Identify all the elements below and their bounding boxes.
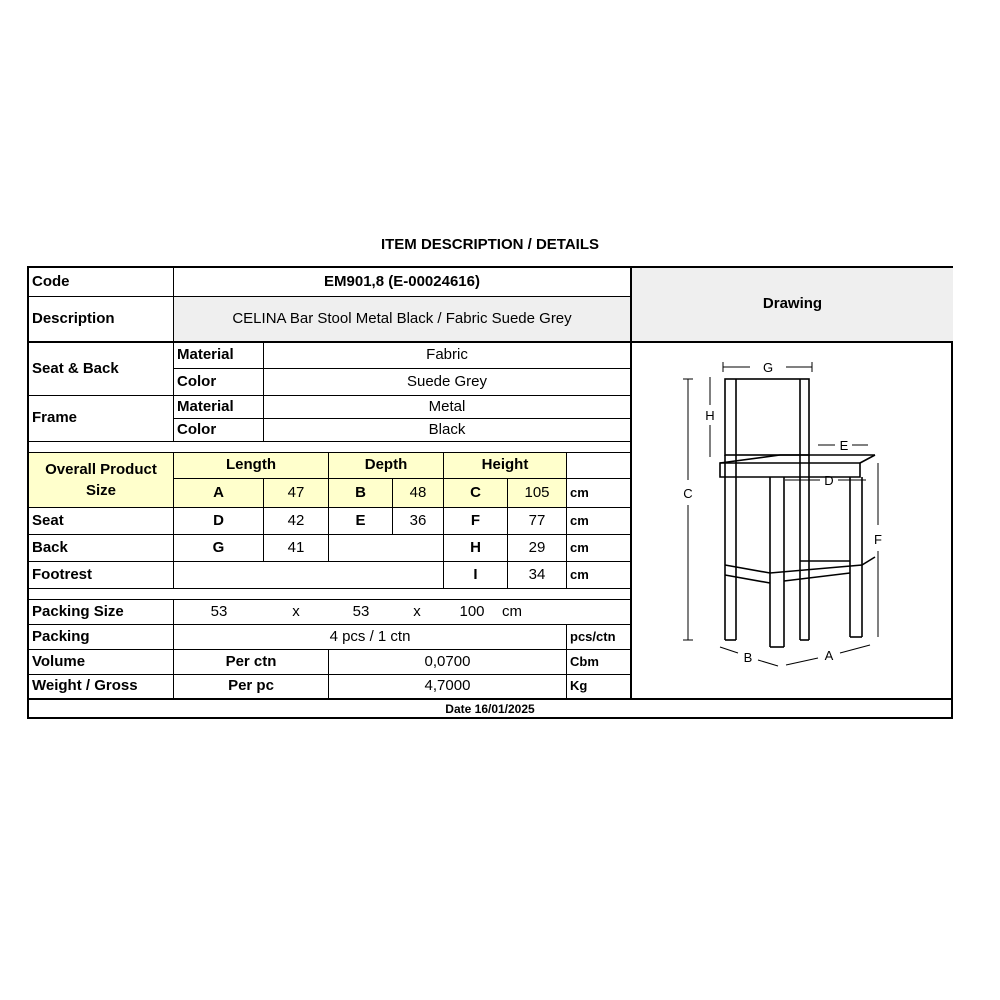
drawing-label-a: A <box>824 648 834 663</box>
dim-value-e: 36 <box>409 511 427 529</box>
dim-letter-i: I <box>473 565 478 583</box>
frame-color-label: Color <box>177 420 217 438</box>
drawing-label-c: C <box>683 486 693 501</box>
length-header: Length <box>226 456 276 474</box>
packing-size-height: 100 <box>459 602 485 620</box>
bar-stool-drawing <box>660 355 900 675</box>
packing-label: Packing <box>32 627 90 645</box>
dim-letter-h: H <box>470 538 481 556</box>
frame-label: Frame <box>32 409 78 427</box>
overall-unit: cm <box>570 484 589 500</box>
drawing-label-g: G <box>762 360 774 375</box>
date-stamp: Date 16/01/2025 <box>445 701 535 716</box>
frame-color: Black <box>428 420 466 438</box>
dim-value-a: 47 <box>287 483 305 501</box>
seat-shape <box>720 463 860 477</box>
code-label: Code <box>32 272 70 290</box>
dim-letter-f: F <box>470 511 481 529</box>
backrest-shape <box>725 379 809 455</box>
back-label: Back <box>32 538 68 556</box>
drawing-label-f: F <box>874 532 882 547</box>
dim-letter-b: B <box>355 483 366 501</box>
frame-material: Metal <box>428 397 466 415</box>
dim-letter-c: C <box>470 483 481 501</box>
packing-size-x2: x <box>413 602 421 620</box>
drawing-label: Drawing <box>762 295 823 313</box>
weight-label: Weight / Gross <box>32 677 138 695</box>
footrest-unit: cm <box>570 566 589 582</box>
seat-back-color: Suede Grey <box>406 372 488 390</box>
dim-value-g: 41 <box>287 538 305 556</box>
overall-size-label: Overall Product Size <box>45 461 157 499</box>
sheet-title: ITEM DESCRIPTION / DETAILS <box>380 236 600 253</box>
code-value: EM901,8 (E-00024616) <box>324 272 480 290</box>
dim-letter-e: E <box>355 511 366 529</box>
drawing-label-h: H <box>705 408 715 423</box>
back-unit: cm <box>570 539 589 555</box>
volume-value: 0,0700 <box>424 652 471 670</box>
packing-size-unit: cm <box>502 602 522 620</box>
seat-back-material: Fabric <box>426 346 468 364</box>
dim-letter-a: A <box>213 483 224 501</box>
seat-label: Seat <box>32 511 64 529</box>
packing-size-label: Packing Size <box>32 602 124 620</box>
description-value: CELINA Bar Stool Metal Black / Fabric Suede Grey <box>232 309 572 327</box>
description-label: Description <box>32 309 115 327</box>
seat-back-color-label: Color <box>177 372 217 390</box>
frame-material-label: Material <box>177 397 234 415</box>
weight-basis: Per pc <box>228 677 274 695</box>
dim-value-i: 34 <box>528 565 546 583</box>
weight-value: 4,7000 <box>424 677 471 695</box>
dim-value-b: 48 <box>409 483 427 501</box>
dim-value-f: 77 <box>528 511 546 529</box>
footrest-label: Footrest <box>32 565 92 583</box>
dim-value-h: 29 <box>528 538 546 556</box>
dim-letter-d: D <box>213 511 224 529</box>
seat-unit: cm <box>570 512 589 528</box>
weight-unit: Kg <box>570 678 588 694</box>
dim-letter-g: G <box>212 538 225 556</box>
packing-size-x1: x <box>292 602 300 620</box>
seat-back-material-label: Material <box>177 346 234 364</box>
drawing-label-d: D <box>824 473 834 488</box>
seat-back-label: Seat & Back <box>32 359 119 377</box>
volume-basis: Per ctn <box>225 652 277 670</box>
height-header: Height <box>481 456 529 474</box>
drawing-label-e: E <box>839 438 849 453</box>
depth-header: Depth <box>364 456 408 474</box>
volume-unit: Cbm <box>570 653 599 669</box>
volume-label: Volume <box>32 652 86 670</box>
packing-unit: pcs/ctn <box>570 628 616 644</box>
packing-value: 4 pcs / 1 ctn <box>329 627 411 645</box>
dim-value-d: 42 <box>287 511 305 529</box>
drawing-label-b: B <box>743 650 753 665</box>
packing-size-width: 53 <box>352 602 370 620</box>
packing-size-length: 53 <box>210 602 228 620</box>
dim-value-c: 105 <box>524 483 550 501</box>
